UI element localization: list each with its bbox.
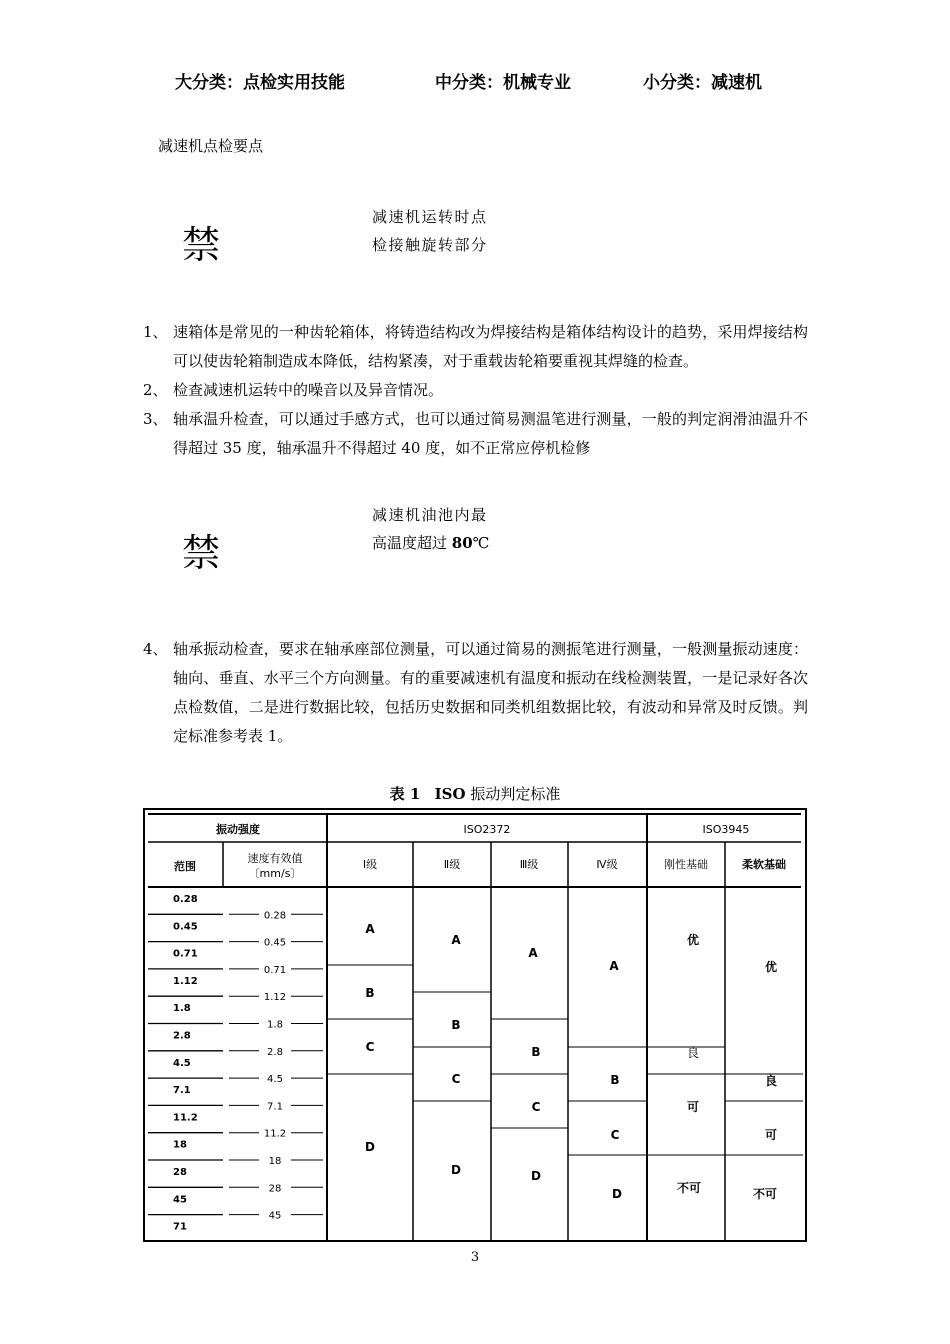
range-value: 45 <box>173 1194 187 1206</box>
warning-line: 减速机油池内最 <box>372 506 488 524</box>
header-iso3945: ISO3945 <box>702 823 750 836</box>
item-text: 轴承温升检查，可以通过手感方式，也可以通过简易测温笔进行测量，一般的判定润滑油温升不得超过 35 度，轴承温升不得超过 40 度，如不正常应停机检修 <box>173 410 808 457</box>
vibration-standard-table <box>143 808 807 1242</box>
class4-grade-c: C <box>610 1128 620 1142</box>
header-class-1: Ⅰ级 <box>362 858 378 871</box>
list-item <box>143 376 808 405</box>
header-intensity: 振动强度 <box>216 823 260 836</box>
rigid-bad: 不可 <box>676 1181 702 1195</box>
class2-grade-c: C <box>451 1072 461 1086</box>
soft-bad: 不可 <box>752 1187 778 1201</box>
soft-ok: 可 <box>764 1128 778 1142</box>
item-number: 4、 <box>143 640 168 658</box>
range-value: 0.45 <box>173 921 198 933</box>
range-value: 11.2 <box>173 1112 198 1124</box>
class1-grade-a: A <box>365 922 375 936</box>
class4-grade-a: A <box>609 959 619 973</box>
warning-note-2 <box>372 501 489 557</box>
warning-line: 检接触旋转部分 <box>372 236 488 254</box>
rigid-ok: 可 <box>686 1100 700 1114</box>
range-value: 71 <box>173 1221 187 1233</box>
header-minor-category: 小分类：减速机 <box>643 73 762 93</box>
class1-grade-b: B <box>365 986 375 1000</box>
soft-excellent: 优 <box>764 960 778 974</box>
range-value: 7.1 <box>173 1085 191 1097</box>
velocity-boundary-value: 1.12 <box>263 992 287 1004</box>
range-value: 28 <box>173 1167 187 1178</box>
rigid-excellent: 优 <box>686 933 700 947</box>
header-middle-category: 中分类：机械专业 <box>435 73 571 93</box>
class3-grade-c: C <box>531 1100 541 1114</box>
velocity-boundary-value: 1.8 <box>267 1019 283 1031</box>
header-range: 范围 <box>174 860 196 873</box>
header-class-4: Ⅳ级 <box>596 858 618 871</box>
class4-grade-d: D <box>612 1187 622 1201</box>
header-class-2: Ⅱ级 <box>443 858 461 871</box>
velocity-boundary-value: 0.45 <box>263 937 287 949</box>
class3-grade-b: B <box>531 1045 541 1059</box>
velocity-boundary-value: 28 <box>268 1183 282 1195</box>
page-number: 3 <box>470 1250 480 1265</box>
range-value: 4.5 <box>173 1057 191 1069</box>
velocity-boundary-value: 2.8 <box>267 1046 283 1058</box>
header-velocity-unit: 〔mm/s〕 <box>248 867 302 880</box>
header-velocity: 速度有效值 <box>247 852 303 865</box>
class3-grade-d: D <box>531 1169 541 1183</box>
item-text: 速箱体是常见的一种齿轮箱体，将铸造结构改为焊接结构是箱体结构设计的趋势，采用焊接结构可以使齿轮箱制造成本降低，结构紧凑，对于重载齿轮箱要重视其焊缝的检查。 <box>173 323 808 370</box>
item-text: 轴承振动检查，要求在轴承座部位测量，可以通过简易的测振笔进行测量，一般测量振动速度：轴向、垂直、水平三个方向测量。有的重要减速机有温度和振动在线检测装置，一是记录好各次点检数值，二是进行数据比较，包括历史数据和同类机组数据比较，有波动和异常及时反馈。判定标准参考表 1。 <box>173 640 808 745</box>
velocity-boundary-value: 11.2 <box>263 1128 287 1140</box>
velocity-boundary-value: 18 <box>268 1156 282 1167</box>
warning-line: 减速机运转时点 <box>372 208 488 226</box>
header-class-3: Ⅲ级 <box>519 858 539 871</box>
range-value: 0.28 <box>173 894 198 905</box>
prohibition-symbol: 禁 <box>182 531 221 575</box>
class1-grade-c: C <box>365 1040 375 1054</box>
class1-grade-d: D <box>365 1140 375 1154</box>
range-value: 2.8 <box>173 1030 191 1042</box>
rigid-good: 良 <box>686 1046 700 1060</box>
header-major-category: 大分类：点检实用技能 <box>175 73 345 93</box>
warning-note-1 <box>372 203 488 259</box>
velocity-boundary-value: 0.71 <box>263 964 287 976</box>
page-title: 减速机点检要点 <box>158 137 264 155</box>
range-value: 18 <box>173 1139 187 1151</box>
range-value: 1.8 <box>173 1003 191 1015</box>
velocity-boundary-value: 45 <box>268 1210 282 1222</box>
velocity-boundary-value: 4.5 <box>267 1074 283 1086</box>
item-number: 2、 <box>143 381 168 399</box>
item-text: 检查减速机运转中的噪音以及异音情况。 <box>173 381 444 399</box>
range-value: 0.71 <box>173 948 198 960</box>
range-value: 1.12 <box>173 975 198 987</box>
item-number: 3、 <box>143 410 168 428</box>
header-soft-foundation: 柔软基础 <box>742 858 786 871</box>
prohibition-symbol: 禁 <box>182 223 221 267</box>
velocity-boundary-value: 0.28 <box>263 910 287 922</box>
list-item <box>143 635 808 751</box>
class4-grade-b: B <box>610 1073 620 1087</box>
table-caption: 表 1 ISO 振动判定标准 <box>389 785 561 803</box>
class2-grade-b: B <box>451 1018 461 1032</box>
class3-grade-a: A <box>528 946 538 960</box>
item-number: 1、 <box>143 323 168 341</box>
header-rigid-foundation: 刚性基础 <box>664 858 708 871</box>
header-iso2372: ISO2372 <box>463 823 511 836</box>
class2-grade-a: A <box>451 933 461 947</box>
class2-grade-d: D <box>451 1163 461 1177</box>
list-item <box>143 318 808 376</box>
list-item <box>143 405 808 463</box>
velocity-boundary-value: 7.1 <box>267 1101 283 1113</box>
warning-line: 高温度超过 80℃ <box>372 534 490 552</box>
soft-good: 良 <box>764 1074 778 1088</box>
